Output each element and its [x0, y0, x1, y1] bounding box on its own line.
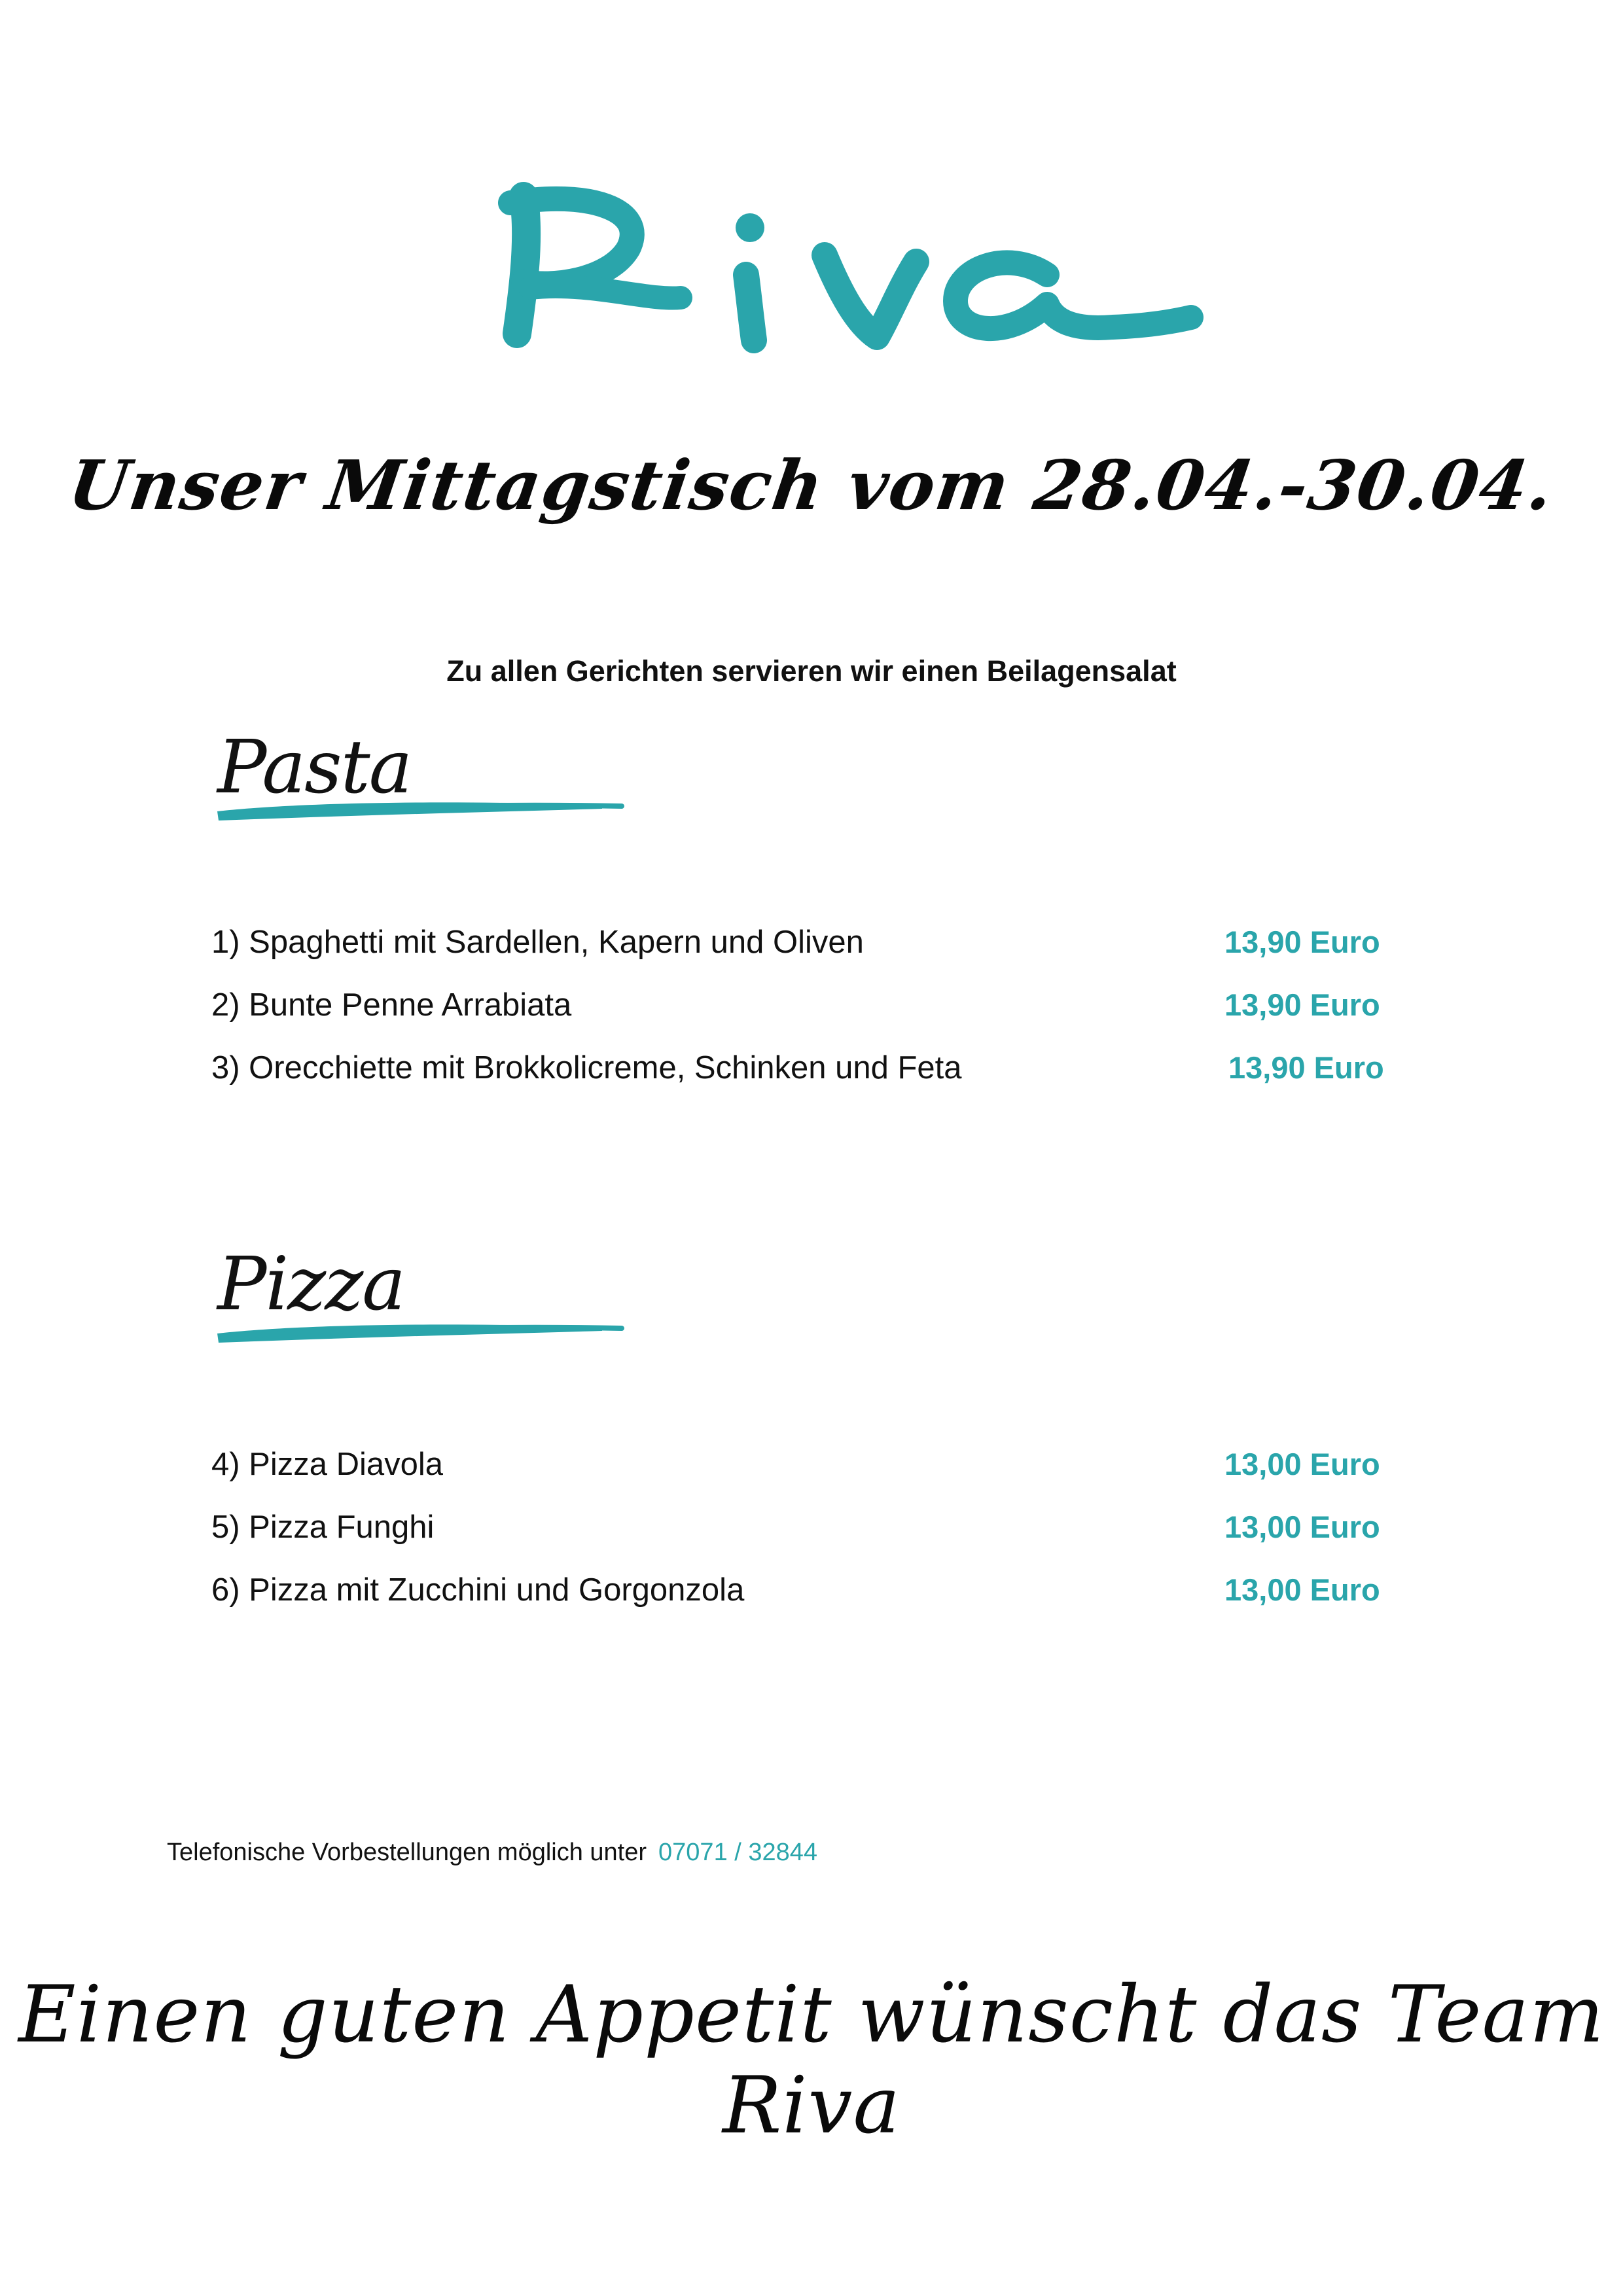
- phone-number: 07071 / 32844: [658, 1839, 818, 1866]
- pasta-menu-list: [211, 924, 1402, 1112]
- closing-message: Einen guten Appetit wünscht das Team Riva: [18, 1969, 1605, 2151]
- page-subtitle: Zu allen Gerichten servieren wir einen Beilagensalat: [446, 654, 1177, 688]
- menu-item: [211, 1050, 1402, 1112]
- pizza-menu-list: [211, 1446, 1402, 1634]
- item-price: 13,00 Euro: [1224, 1572, 1380, 1607]
- preorder-text: Telefonische Vorbestellungen möglich unter: [167, 1839, 647, 1866]
- menu-item: [211, 924, 1402, 987]
- menu-item: [211, 1572, 1402, 1634]
- item-name: 1) Spaghetti mit Sardellen, Kapern und Oliven: [211, 925, 864, 960]
- menu-item: [211, 1446, 1402, 1509]
- preorder-note: [167, 1839, 817, 1867]
- section-heading-pasta: [209, 720, 628, 838]
- page-title: Unser Mittagstisch vom 28.04.-30.04.: [63, 445, 1560, 525]
- item-price: 13,90 Euro: [1228, 1050, 1384, 1085]
- item-name: 5) Pizza Funghi: [211, 1510, 435, 1545]
- menu-item: [211, 1509, 1402, 1572]
- menu-item: [211, 987, 1402, 1050]
- riva-logo-graphic: [484, 177, 1217, 373]
- item-price: 13,90 Euro: [1224, 987, 1380, 1022]
- section-heading-pizza: [209, 1237, 628, 1354]
- item-name: 3) Orecchiette mit Brokkolicreme, Schinken und Feta: [211, 1050, 962, 1086]
- section-label-pasta: Pasta: [217, 725, 412, 810]
- section-label-pizza: Pizza: [217, 1242, 404, 1327]
- item-price: 13,00 Euro: [1224, 1447, 1380, 1481]
- item-name: 6) Pizza mit Zucchini und Gorgonzola: [211, 1572, 745, 1608]
- item-price: 13,90 Euro: [1224, 925, 1380, 959]
- item-price: 13,00 Euro: [1224, 1510, 1380, 1544]
- item-name: 2) Bunte Penne Arrabiata: [211, 987, 572, 1023]
- riva-logo: [484, 177, 1217, 373]
- item-name: 4) Pizza Diavola: [211, 1447, 444, 1482]
